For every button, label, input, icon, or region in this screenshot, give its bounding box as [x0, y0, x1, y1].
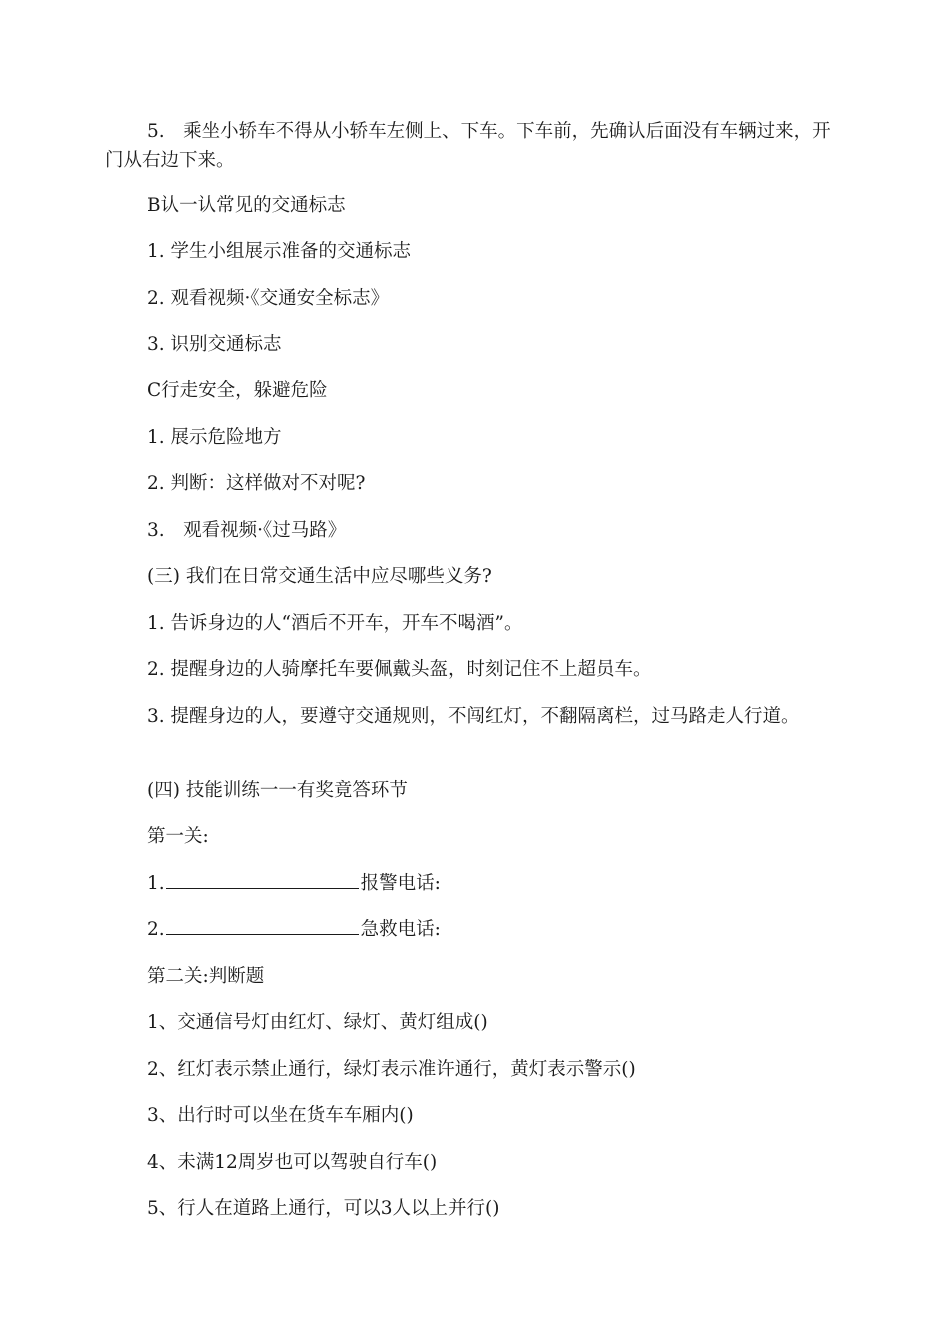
blank-prefix: 2.: [147, 919, 165, 940]
judgement-question: 1、交通信号灯由红灯、绿灯、黄灯组成(): [147, 1012, 488, 1033]
list-item: 3. 观看视频·《过马路》: [147, 520, 347, 541]
paragraph-car-safety: 5. 乘坐小轿车不得从小轿车左侧上、下车。下车前，先确认后面没有车辆过来，开门从右边下来。: [105, 121, 831, 171]
list-item: 2. 提醒身边的人骑摩托车要佩戴头盔，时刻记住不上超员车。: [147, 659, 652, 680]
list-item: 1. 学生小组展示准备的交通标志: [147, 241, 412, 262]
list-item: 3. 识别交通标志: [147, 334, 282, 355]
quiz-level-one: 第一关:: [147, 826, 209, 847]
judgement-question: 5、行人在道路上通行，可以3人以上并行(): [147, 1198, 500, 1219]
judgement-question: 4、未满12周岁也可以驾驶自行车(): [147, 1152, 438, 1173]
answer-blank-line[interactable]: [166, 916, 359, 935]
list-item: 2. 观看视频·《交通安全标志》: [147, 288, 390, 309]
list-item: 3. 提醒身边的人，要遵守交通规则，不闯红灯，不翻隔离栏，过马路走人行道。: [147, 706, 800, 727]
blank-prefix: 1.: [147, 873, 165, 894]
quiz-level-two: 第二关:判断题: [147, 966, 265, 987]
section-heading-quiz: (四) 技能训练一一有奖竟答环节: [147, 780, 408, 801]
list-item: 1. 告诉身边的人“酒后不开车，开车不喝酒”。: [147, 613, 523, 634]
heading-walking-safety: C行走安全，躲避危险: [147, 380, 328, 401]
blank-label: 急救电话:: [360, 919, 441, 940]
judgement-question: 2、红灯表示禁止通行，绿灯表示准许通行，黄灯表示警示(): [147, 1059, 636, 1080]
fill-blank-police: [105, 869, 840, 898]
fill-blank-ambulance: [105, 915, 840, 944]
judgement-question: 3、出行时可以坐在货车车厢内(): [147, 1105, 414, 1126]
blank-label: 报警电话:: [360, 873, 441, 894]
list-item: 2. 判断：这样做对不对呢?: [147, 473, 366, 494]
heading-traffic-signs: B认一认常见的交通标志: [147, 195, 346, 216]
list-item: 1. 展示危险地方: [147, 427, 282, 448]
answer-blank-line[interactable]: [166, 870, 359, 889]
section-heading-duties: (三) 我们在日常交通生活中应尽哪些义务?: [147, 566, 492, 587]
